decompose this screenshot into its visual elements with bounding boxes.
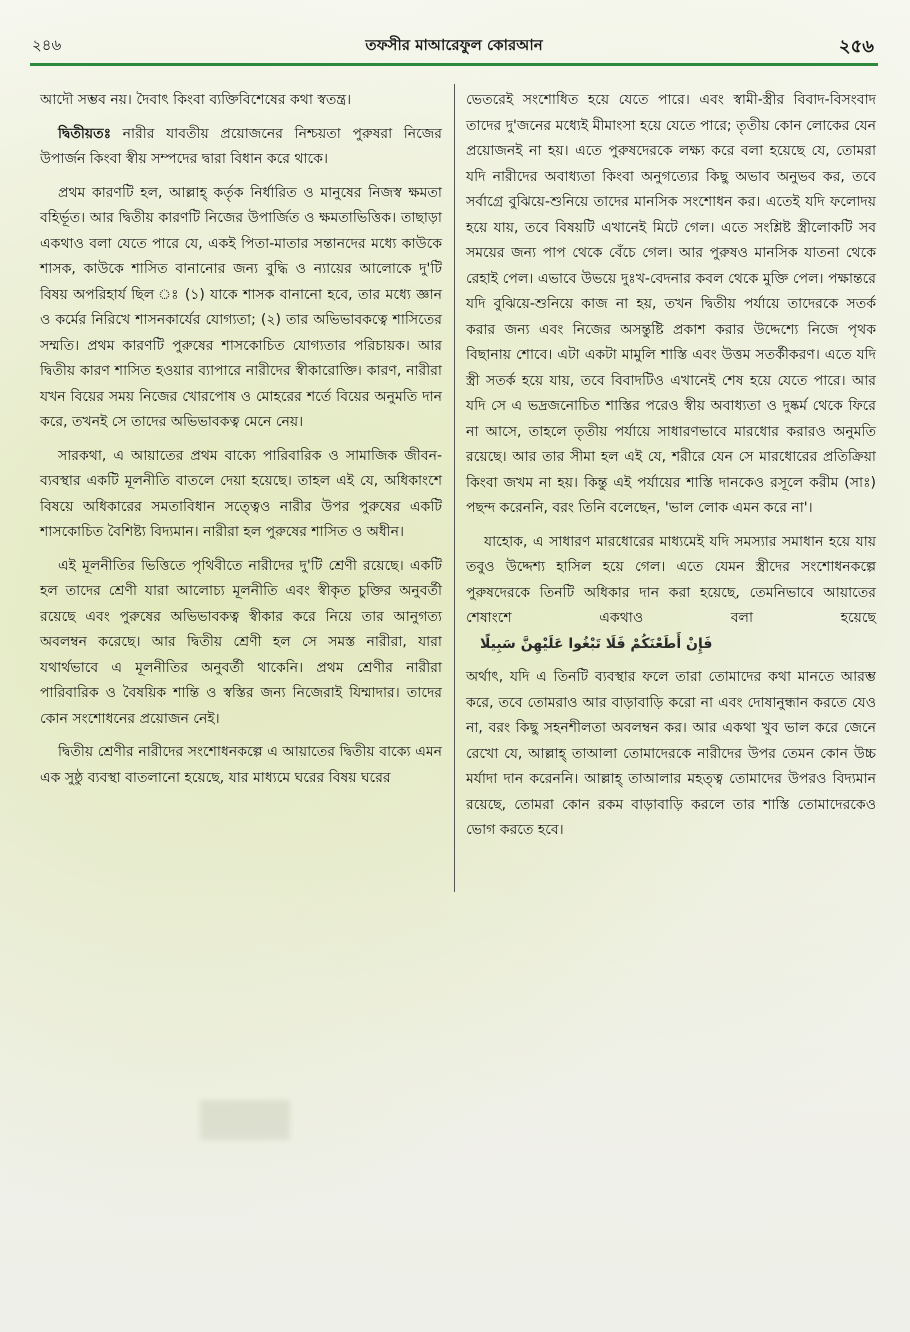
paragraph-lead: দ্বিতীয়তঃ bbox=[58, 125, 112, 142]
column-divider bbox=[454, 84, 455, 892]
paragraph bbox=[40, 740, 442, 791]
right-column bbox=[466, 88, 876, 852]
paragraph-text: প্রথম কারণটি হল, আল্লাহ্ কর্তৃক নির্ধারিত ও মানুষের নিজস্ব ক্ষমতা বহির্ভূত। আর দ্বিতীয় কারণটি নিজের উপার্জিত ও ক্ষমতাভিত্তিক। তাছাড়া একথাও বলা যেতে পারে যে, একই পিতা-মাতার সন্তানদের মধ্যে কাউকে শাসক, কাউকে শাসিত বানানোর জন্য বুদ্ধি ও ন্যায়ের আলোকে দু'টি বিষয় অপরিহার্য ছিল ঃ (১) যাকে শাসক বানানো হবে, তার মধ্যে জ্ঞান ও কর্মের নিরিখে শাসনকার্যের যোগ্যতা; (২) তার অভিভাবকত্বে শাসিতের সম্মতি। প্রথম কারণটি পুরুষের শাসকোচিত যোগ্যতার পরিচায়ক। আর দ্বিতীয় কারণ শাসিত হওয়ার ব্যাপারে নারীদের স্বীকারোক্তি। কারণ, নারীরা যখন বিয়ের সময় নিজের খোরপোষ ও মোহরের শর্তে বিয়ের অনুমতি দান করে, তখনই সে তাদের অভিভাবকত্ব মেনে নেয়। bbox=[40, 184, 442, 430]
paragraph bbox=[40, 122, 442, 173]
paragraph bbox=[40, 444, 442, 546]
paragraph-text: অর্থাৎ, যদি এ তিনটি ব্যবস্থার ফলে তারা তোমাদের কথা মানতে আরম্ভ করে, তবে তোমরাও আর বাড়াবাড়ি করো না এবং দোষানুন্ধান করতে যেও না, বরং কিছু সহনশীলতা অবলম্বন কর। আর একথা খুব ভাল করে জেনে রেখো যে, আল্লাহ্ তাআলা তোমাদেরকে নারীদের উপর তেমন কোন উচ্চ মর্যাদা দান করেননি। আল্লাহ্ তাআলার মহত্ত্ব তোমাদের উপরও বিদ্যমান রয়েছে, তোমরা কোন রকম বাড়াবাড়ি করলে তার শাস্তি তোমাদেরকেও ভোগ করতে হবে। bbox=[466, 669, 876, 838]
paragraph-text: নারীর যাবতীয় প্রয়োজনের নিশ্চয়তা পুরুষরা নিজের উপার্জন কিংবা স্বীয় সম্পদের দ্বারা বিধান করে থাকে। bbox=[40, 125, 442, 167]
paragraph bbox=[40, 181, 442, 436]
paper-bleed-through bbox=[200, 1100, 290, 1140]
paragraph-text: ভেতরেই সংশোধিত হয়ে যেতে পারে। এবং স্বামী-স্ত্রীর বিবাদ-বিসংবাদ তাদের দু'জনের মধ্যেই মীমাংসা হয়ে যেতে পারে; তৃতীয় কোন লোকের যেন প্রয়োজনই না হয়। এতে পুরুষদেরকে লক্ষ্য করে বলা হয়েছে যে, তোমরা যদি নারীদের অবাধ্যতা কিংবা অনুগত্যের কিছু অভাব অনুভব কর, তবে সর্বাগ্রে বুঝিয়ে-শুনিয়ে তাদের মানসিক সংশোধন কর। এতেই যদি ফলোদয় হয়ে যায়, তবে বিষয়টি এখানেই মিটে গেল। এতে সংশ্লিষ্ট স্ত্রীলোকটি সব সময়ের জন্য পাপ থেকে বেঁচে গেল। আর পুরুষও মানসিক যাতনা থেকে রেহাই পেল। এভাবে উভয়ে দুঃখ-বেদনার কবল থেকে মুক্তি পেল। পক্ষান্তরে যদি বুঝিয়ে-শুনিয়ে কাজ না হয়, তখন দ্বিতীয় পর্যায়ে তাদেরকে সতর্ক করার জন্য এবং নিজের অসন্তুষ্টি প্রকাশ করার উদ্দেশ্যে নিজে পৃথক বিছানায় শোবে। এটা একটা মামুলি শাস্তি এবং উত্তম সতর্কীকরণ। এতে যদি স্ত্রী সতর্ক হয়ে যায়, তবে বিবাদটিও এখানেই শেষ হয়ে যেতে পারে। আর যদি সে এ ভদ্রজনোচিত শাস্তির পরেও স্বীয় অবাধ্যতা ও দুষ্কর্ম থেকে ফিরে না আসে, তাহলে তৃতীয় পর্যায়ে সাধারণভাবে মারধোর করারও অনুমতি রয়েছে। আর তার সীমা হল এই যে, শরীরে যেন সে মারধোরের প্রতিক্রিয়া কিংবা জখম না হয়। কিন্তু এই পর্যায়ের শাস্তি দানকেও রসূলে করীম (সাঃ) পছন্দ করেননি, বরং তিনি বলেছেন, 'ভাল লোক এমন করে না'। bbox=[466, 92, 876, 516]
book-title: তফসীর মাআরেফুল কোরআন bbox=[365, 36, 543, 54]
paragraph-text: দ্বিতীয় শ্রেণীর নারীদের সংশোধনকল্পে এ আয়াতের দ্বিতীয় বাক্যে এমন এক সুষ্ঠু ব্যবস্থা বাতলানো হয়েছে, যার মাধ্যমে ঘরের বিষয় ঘরের bbox=[40, 744, 442, 786]
paragraph-text: সারকথা, এ আয়াতের প্রথম বাক্যে পারিবারিক ও সামাজিক জীবন-ব্যবস্থার একটি মূলনীতি বাতলে দেয়া হয়েছে। তাহল এই যে, অধিকাংশে বিষয়ে অধিকারের সমতাবিধান সত্ত্বেও নারীর উপর পুরুষের একটি শাসকোচিত বৈশিষ্ট্য বিদ্যমান। নারীরা হল পুরুষের শাসিত ও অধীন। bbox=[40, 447, 442, 540]
paragraph bbox=[466, 88, 876, 522]
paragraph bbox=[40, 554, 442, 733]
paragraph bbox=[40, 88, 442, 114]
arabic-verse: فَإِنْ أَطَعْنَكُمْ فَلَا تَبْغُوا عَلَيْهِنَّ سَبِيلًا bbox=[480, 635, 713, 652]
left-page-number: ২৪৬ bbox=[32, 36, 62, 54]
left-column bbox=[40, 88, 442, 799]
paragraph bbox=[466, 530, 876, 658]
paragraph bbox=[466, 665, 876, 844]
right-page-number: ২৫৬ bbox=[838, 36, 874, 57]
header-rule bbox=[30, 63, 878, 66]
paragraph-text: আদৌ সম্ভব নয়। দৈবাৎ কিংবা ব্যক্তিবিশেষের কথা স্বতন্ত্র। bbox=[40, 92, 352, 108]
paragraph-text: যাহোক, এ সাধারণ মারধোরের মাধ্যমেই যদি সমস্যার সমাধান হয়ে যায় তবুও উদ্দেশ্য হাসিল হয়ে গেল। এতে যেমন স্ত্রীদের সংশোধনকল্পে পুরুষদেরকে তিনটি অধিকার দান করা হয়েছে, তেমনিভাবে আয়াতের শেষাংশে একথাও বলা হয়েছে bbox=[466, 533, 876, 626]
page-header bbox=[30, 30, 878, 66]
paragraph-text: এই মূলনীতির ভিত্তিতে পৃথিবীতে নারীদের দু'টি শ্রেণী রয়েছে। একটি হল তাদের শ্রেণী যারা আলোচ্য মূলনীতি এবং স্বীকৃত চুক্তির অনুবর্তী রয়েছে এবং পুরুষের অভিভাবকত্ব স্বীকার করে নিয়ে তার আনুগত্য অবলম্বন করেছে। আর দ্বিতীয় শ্রেণী হল সে সমস্ত নারীরা, যারা যথার্থভাবে এ মূলনীতির অনুবর্তী থাকেনি। প্রথম শ্রেণীর নারীরা পারিবারিক ও বৈষয়িক শান্তি ও স্বস্তির জন্য নিজেরাই যিম্মাদার। তাদের কোন সংশোধনের প্রয়োজন নেই। bbox=[40, 557, 442, 727]
